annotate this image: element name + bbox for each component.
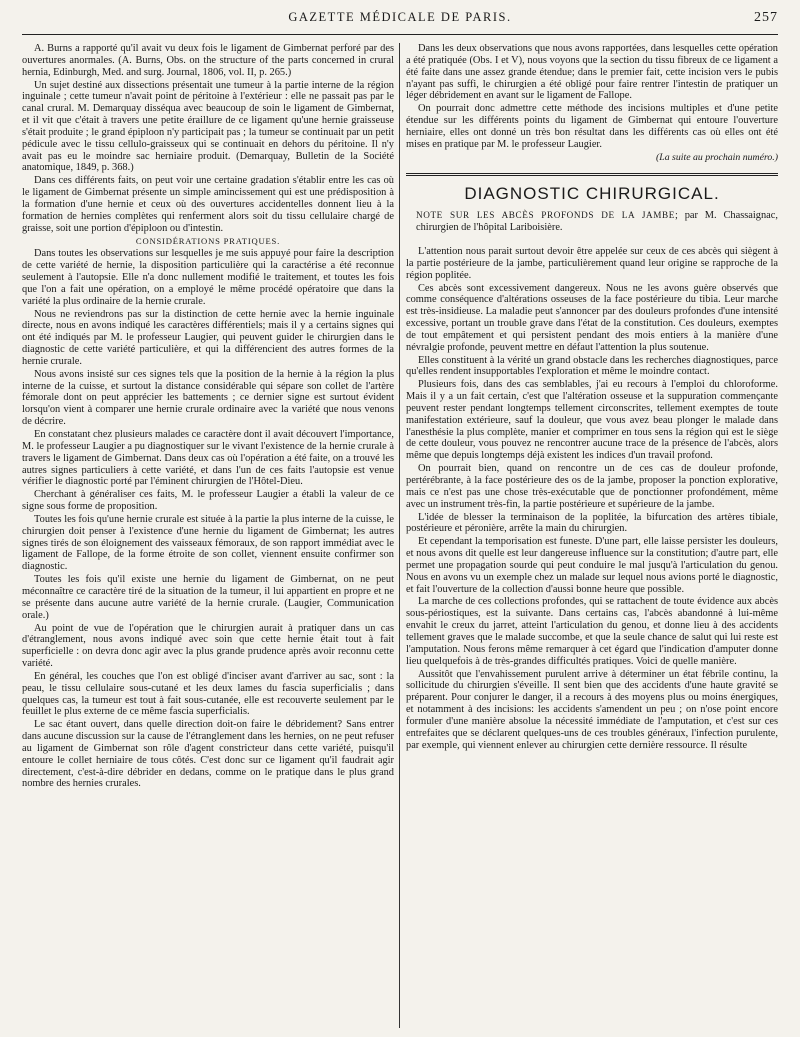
left-column	[22, 43, 394, 1028]
continued-notice: (La suite au prochain numéro.)	[656, 151, 778, 163]
paragraph: La marche de ces collections profondes, qui se rattachent de toute évidence aux abcès sous-périostiques, est la suivante. Dans certains cas, l'abcès abandonné à lui-même envahit le creux du jarret, atteint l'articulation du genou, et donne lieu à des accidents tellement graves que le malade succombe, et que la seule chance de salut qui lui reste est l'amputation. Nous ferons même remarquer à cet égard que l'indication d'amputer donne lieu quelquefois à de très-grandes difficultés pratiques. Voici de quelle manière.	[406, 596, 778, 667]
column-divider	[399, 43, 400, 1028]
paragraph: Plusieurs fois, dans des cas semblables, j'ai eu recours à l'emploi du chloroforme. Mais il y a un fait certain, c'est que l'altération osseuse et la suppuration commençante peuvent rester pendant longtemps tellement circonscrites, tellement exemptes de toute manifestation extérieure, sauf la douleur, que vous avez beau plonger le malade dans l'anesthésie la plus complète, manier et comprimer en tous sens la région qui est le siège de cette douleur, vous pouvez ne rencontrer aucune trace de la présence de l'abcès, alors même que depuis longtemps déjà existent les indices d'un travail profond.	[406, 379, 778, 462]
paragraph: Elles constituent à la vérité un grand obstacle dans les recherches diagnostiques, parce qu'elles rendent insupportables l'exploration et même le moindre contact.	[406, 354, 778, 378]
section-separator	[406, 173, 778, 176]
paragraph: En constatant chez plusieurs malades ce caractère dont il avait découvert l'importance, M. le professeur Laugier a pu diagnostiquer sur le vivant l'existence de la hernie crurale à travers le ligament de Gimbernat. Dans deux cas où l'opération a été faite, on a trouvé les autres signes particuliers à cette variété, et dans l'un de ces faits l'autopsie est venue vérifier le diagnostic porté par l'éminent chirurgien de l'Hôtel-Dieu.	[22, 429, 394, 488]
paragraph: Et cependant la temporisation est funeste. D'une part, elle laisse persister les douleurs, et nous avons dit quelle est leur dangereuse influence sur la constitution; d'autre part, elle permet une propagation sourde qui peut conduire le mal jusqu'à l'articulation du genou. Nous en avons vu un exemple chez un malade sur lequel nous avions porté le diagnostic, et fait l'ouverture de la collection d'aussi bonne heure que possible.	[406, 536, 778, 595]
journal-title: GAZETTE MÉDICALE DE PARIS.	[288, 10, 512, 24]
paragraph: Aussitôt que l'envahissement purulent arrive à déterminer un état fébrile continu, la sollicitude du chirurgien s'éveille. Il sent bien que des accidents d'une haute gravité se préparent. Pour conjurer le danger, il a recours à des moyens plus ou moins énergiques, et notamment à des incisions: les accidents s'amendent un peu ; on n'ose point encore formuler d'une manière absolue la nécessité immédiate de l'amputation, et c'est sur ces entrefaites que se déclarent quelques-uns de ces troubles généraux, l'infection purulente, par exemple, qui viennent enlever au chirurgien cette dernière ressource. Il résulte	[406, 668, 778, 751]
article-author: ; par M. Chassaignac, chirurgien de l'hôpital Lariboisière.	[416, 210, 778, 234]
paragraph: On pourrait bien, quand on rencontre un de ces cas de douleur profonde, pertérébrante, à la face postérieure des os de la jambe, proposer la ponction explorative, mais ce n'est pas une chose très-exécutable que de ponctionner profondément, même avec un instrument très-fin, la partie postérieure et supérieure de la jambe.	[406, 463, 778, 510]
paragraph: L'idée de blesser la terminaison de la poplitée, la bifurcation des artères tibiale, postérieure et péronière, arrête la main du chirurgien.	[406, 511, 778, 535]
paragraph: Dans ces différents faits, on peut voir une certaine gradation s'établir entre les cas où le ligament de Gimbernat présente un simple amincissement qui est une prédisposition à la formation d'une hernie et ceux où des ouvertures accidentelles donnent lieu à la formation de hernies complètes qui renferment alors soit du tissu cellulaire chargé de graisse, soit une portion d'épiploon ou d'intestin.	[22, 175, 394, 234]
paragraph: Cherchant à généraliser ces faits, M. le professeur Laugier a établi la valeur de ce signe sous forme de proposition.	[22, 489, 394, 513]
header-rule	[22, 34, 778, 35]
paragraph: Toutes les fois qu'il existe une hernie du ligament de Gimbernat, on ne peut méconnaître ce caractère tiré de la situation de la tumeur, il lui appartient en propre et ne se présente dans aucune autre variété de la hernie crurale. (Laugier, Communication orale.)	[22, 574, 394, 621]
paragraph: A. Burns a rapporté qu'il avait vu deux fois le ligament de Gimbernat perforé par des ouvertures anormales. (A. Burns, Obs. on the structure of the parts concerned in crural hernia, Edinburgh, Med. and surg. Journal, 1806, vol. II, p. 265.)	[22, 43, 394, 78]
paragraph: Toutes les fois qu'une hernie crurale est située à la partie la plus interne de la cuisse, le chirurgien doit penser à l'existence d'une hernie du ligament de Gimbernat; les autres signes tirés de son éloignement des vaisseaux fémoraux, de son rapport immédiat avec le ligament de Fallope, de la forme étroite de son collet, viennent ensuite confirmer son diagnostic.	[22, 513, 394, 573]
subheading: CONSIDÉRATIONS PRATIQUES.	[135, 235, 281, 246]
article-heading	[406, 210, 778, 234]
paragraph: Un sujet destiné aux dissections présentait une tumeur à la partie interne de la région inguinale ; cette tumeur n'avait point de péritoine à l'extérieur : elle ne passait pas par le canal crural. M. Demarquay disséqua avec beaucoup de soin le ligament de Gimbernat, et il vit que c'était à travers une petite éraillure de ce ligament qu'une hernie graisseuse s'était produite ; le grand épiploon n'y participait pas ; la tumeur se continuait par un petit pédicule avec le tissu cellulo-graisseux qui se continuait en dehors du péritoine. Il n'y avait pas eu le moindre sac herniaire produit. (Demarquay, Bulletin de la Société anatomique, 1849, p. 368.)	[22, 79, 394, 174]
right-column	[406, 43, 778, 1028]
paragraph: Le sac étant ouvert, dans quelle direction doit-on faire le débridement? Sans entrer dans aucune discussion sur la cause de l'étranglement dans les hernies, on ne peut refuser au ligament de Gimbernat son rôle d'agent constricteur dans cette variété, puisqu'il entoure le collet herniaire de tous côtés. C'est donc sur ce ligament qu'il faudrait agir directement, c'est-à-dire débrider en dedans, comme on le pratique dans le plus grand nombre des hernies crurales.	[22, 719, 394, 790]
paragraph: Dans toutes les observations sur lesquelles je me suis appuyé pour faire la description de cette variété de hernie, la disposition particulière qui la caractérise a été reconnue seulement à l'autopsie. Elle n'a donc nullement modifié le traitement, et toutes les fois que l'on a fait une opération, on a employé le même procédé opératoire que dans la variété la plus ordinaire de la hernie crurale.	[22, 248, 394, 307]
article-title: NOTE SUR LES ABCÈS PROFONDS DE LA JAMBE	[416, 210, 675, 221]
paragraph: Nous ne reviendrons pas sur la distinction de cette hernie avec la hernie inguinale directe, nous en avons indiqué les caractères différentiels; mais il y a certains signes qui ont été indiqués par M. le professeur Laugier, qui peuvent guider le chirurgien dans le diagnostic de cette variété particulière, et qui la différencient des autres formes de la hernie crurale.	[22, 308, 394, 367]
paragraph: On pourrait donc admettre cette méthode des incisions multiples et d'une petite étendue sur les différents points du ligament de Gimbernat qui entoure l'ouverture herniaire, elles ont donné un très bon résultat dans les différents cas où elles ont été mises en pratique par M. le professeur Laugier.	[406, 103, 778, 150]
section-title: DIAGNOSTIC CHIRURGICAL.	[464, 184, 720, 204]
paragraph: Ces abcès sont excessivement dangereux. Nous ne les avons guère observés que comme conséquence d'altérations osseuses de la face postérieure du tibia. Leur marche est très-insidieuse. La maladie peut s'annoncer par des douleurs profondes d'une intensité excessive, portant un trouble grave dans l'état de la constitution. Ces douleurs, exemptes de tout empâtement et qui persistent pendant des mois entiers à la manière d'une névralgie profonde, peuvent mettre en défaut l'attention la plus soutenue.	[406, 282, 778, 353]
page-number: 257	[754, 10, 778, 25]
columns	[22, 43, 778, 1028]
paragraph: En général, les couches que l'on est obligé d'inciser avant d'arriver au sac, sont : la peau, le tissu cellulaire sous-cutané et les deux lames du fascia superficialis ; dans quelques cas, la tumeur est tout à fait sous-cutanée, elle est recouverte seulement par le feuillet le plus externe de ce même fascia superficialis.	[22, 670, 394, 718]
paragraph: Dans les deux observations que nous avons rapportées, dans lesquelles cette opération a été pratiquée (Obs. I et V), nous voyons que la section du tissu fibreux de ce ligament a été faite dans une assez grande étendue; dans le premier fait, cette incision vers le pubis n'ayant pas suffi, le chirurgien a été obligé pour faire rentrer l'intestin de pratiquer un léger débridement en avant sur le ligament de Fallope.	[406, 43, 778, 102]
paragraph: Au point de vue de l'opération que le chirurgien aurait à pratiquer dans un cas d'étranglement, nous avons indiqué avec soin que cette hernie était tout à fait superficielle : on devra donc agir avec la plus grande prudence après avoir reconnu cette variété.	[22, 622, 394, 670]
paragraph: Nous avons insisté sur ces signes tels que la position de la hernie à la région la plus interne de la cuisse, et surtout la distance considérable qui sépare son collet de l'artère fémorale dont on peut apprécier les battements ; ce dernier signe est surtout évident lorsqu'on vient à comparer une hernie crurale ordinaire avec la variété que nous venons de décrire.	[22, 368, 394, 428]
running-header	[22, 10, 778, 32]
paragraph: L'attention nous parait surtout devoir être appelée sur ceux de ces abcès qui siègent à la partie postérieure de la jambe, particulièrement quand leur origine se rapproche de la région poplitée.	[406, 245, 778, 281]
